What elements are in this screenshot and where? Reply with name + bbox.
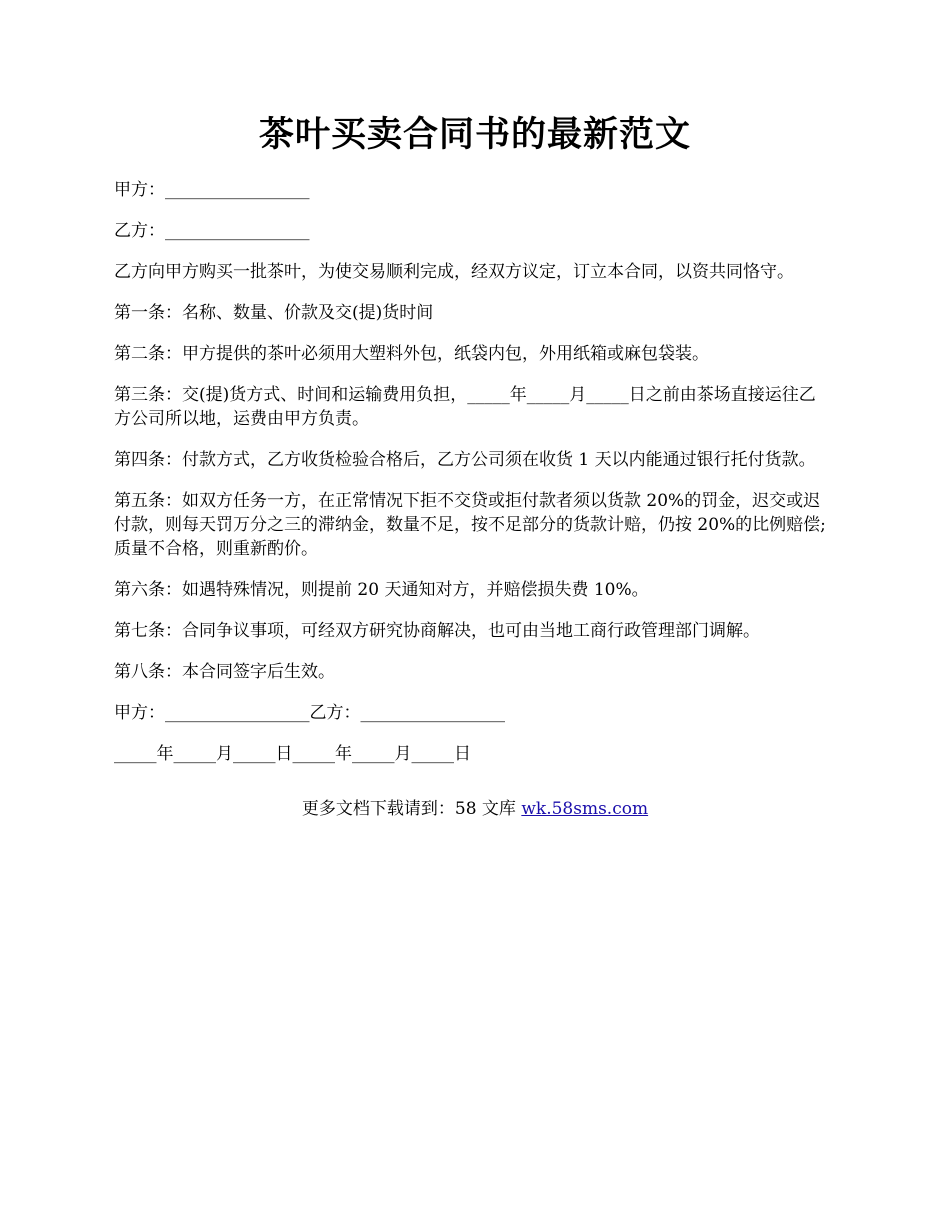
article-3: 第三条：交(提)货方式、时间和运输费用负担，_____年_____月_____日之前由茶场直接运往乙方公司所以地，运费由甲方负责。 <box>114 385 816 429</box>
article-5: 第五条：如双方任务一方，在正常情况下拒不交贷或拒付款者须以货款 20%的罚金，迟交或迟付款，则每天罚万分之三的滞纳金，数量不足，按不足部分的货款计赔，仍按 20%的比例赔偿;质量不合格，则重新酌价。 <box>114 491 826 559</box>
article-6: 第六条：如遇特殊情况，则提前 20 天通知对方，并赔偿损失费 10%。 <box>114 580 649 600</box>
article-1: 第一条：名称、数量、价款及交(提)货时间 <box>114 303 434 323</box>
signature-line: 甲方：_________________乙方：_________________ <box>114 703 505 723</box>
article-7: 第七条：合同争议事项，可经双方研究协商解决，也可由当地工商行政管理部门调解。 <box>114 621 760 641</box>
intro-paragraph: 乙方向甲方购买一批茶叶，为使交易顺利完成，经双方议定，订立本合同，以资共同恪守。 <box>114 262 794 282</box>
footer <box>0 797 950 821</box>
footer-text: 更多文档下载请到：58 文库 <box>301 799 522 819</box>
article-4: 第四条：付款方式，乙方收货检验合格后，乙方公司须在收货 1 天以内能通过银行托付货款。 <box>114 450 816 470</box>
article-8: 第八条：本合同签字后生效。 <box>114 662 335 682</box>
footer-link[interactable]: wk.58sms.com <box>521 799 649 819</box>
article-2: 第二条：甲方提供的茶叶必须用大塑料外包，纸袋内包，外用纸箱或麻包袋装。 <box>114 344 709 364</box>
party-a-line: 甲方：_________________ <box>114 180 310 200</box>
document-body <box>114 178 854 783</box>
document-title: 茶叶买卖合同书的最新范文 <box>258 114 691 155</box>
party-b-line: 乙方：_________________ <box>114 221 310 241</box>
date-line: _____年_____月_____日_____年_____月_____日 <box>114 744 471 764</box>
